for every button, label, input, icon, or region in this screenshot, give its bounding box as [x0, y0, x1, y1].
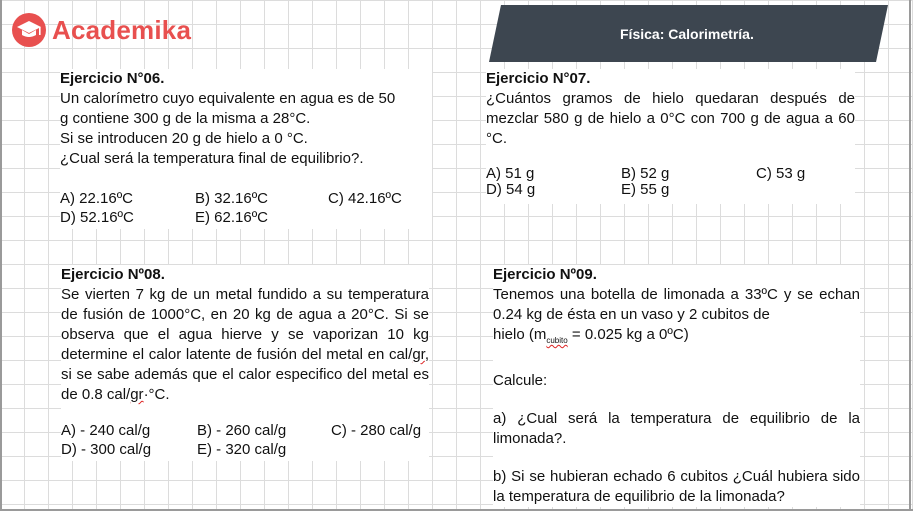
exercise-07 — [486, 69, 855, 204]
exercise-title: Ejercicio N°07. — [486, 70, 591, 87]
option-c: C) 53 g — [756, 165, 806, 182]
exercise-title: Ejercicio Nº08. — [61, 266, 165, 283]
option-a: A) - 240 cal/g — [61, 422, 151, 439]
option-c: C) - 280 cal/g — [331, 422, 422, 439]
exercise-title: Ejercicio Nº09. — [493, 266, 597, 283]
frame-left-border — [0, 0, 2, 511]
option-d: D) - 300 cal/g — [61, 441, 152, 458]
answer-options — [486, 164, 855, 204]
unit-gr: gr — [412, 346, 425, 363]
mass-line — [493, 325, 860, 351]
exercise-06 — [60, 69, 432, 229]
exercise-text: ¿Cuántos gramos de hielo quedaran después de mezclar 580 g de hielo a 0°C con 700 g de agua a 60 °C. — [486, 90, 855, 147]
option-d: D) 52.16ºC — [60, 209, 134, 226]
exercise-line: g contiene 300 g de la misma a 28°C. — [60, 110, 311, 127]
option-a: A) 22.16ºC — [60, 190, 134, 207]
topic-title: Física: Calorimetría. — [620, 26, 754, 42]
option-e: E) - 320 cal/g — [197, 441, 287, 458]
question-a: a) ¿Cual será la temperatura de equilibrio de la limonada?. — [493, 410, 860, 447]
answer-options — [61, 421, 429, 461]
mass-prefix: hielo (m — [493, 326, 547, 343]
exercise-line: Si se introducen 20 g de hielo a 0 °C. — [60, 130, 308, 147]
exercise-line: Un calorímetro cuyo equivalente en agua es de 50 — [60, 90, 396, 107]
text-part: ·°C. — [143, 386, 170, 403]
option-b: B) 52 g — [621, 165, 670, 182]
exercise-title: Ejercicio N°06. — [60, 70, 165, 87]
text-part: , si se sabe además que el calor especifico del metal es de 0.8 cal/ — [61, 346, 429, 403]
option-b: B) - 260 cal/g — [197, 422, 287, 439]
mass-suffix: = 0.025 kg a 0ºC) — [567, 326, 689, 343]
exercise-08 — [61, 265, 429, 461]
mass-subscript: cubito — [546, 336, 568, 345]
exercise-text — [61, 285, 429, 405]
option-b: B) 32.16ºC — [195, 190, 269, 207]
brand-name: Academika — [52, 14, 192, 45]
question-b: b) Si se hubieran echado 6 cubitos ¿Cuál hubiera sido la temperatura de equilibrio de la limonada? — [493, 468, 860, 505]
graduation-cap-icon — [12, 13, 46, 47]
exercise-line: ¿Cual será la temperatura final de equilibrio?. — [60, 150, 364, 167]
option-c: C) 42.16ºC — [328, 190, 402, 207]
option-e: E) 55 g — [621, 181, 670, 198]
exercise-09 — [493, 265, 860, 507]
option-d: D) 54 g — [486, 181, 536, 198]
option-e: E) 62.16ºC — [195, 209, 269, 226]
answer-options — [60, 189, 432, 229]
brand-logo — [12, 12, 191, 48]
frame-right-border — [909, 0, 911, 511]
calc-label: Calcule: — [493, 372, 548, 389]
option-a: A) 51 g — [486, 165, 535, 182]
text-part: Se vierten 7 kg de un metal fundido a su temperatura de fusión de 1000°C, en 20 kg de agua a 20°C. Si se observa que el agua hierve y se vaporizan 10 kg determine el calor latente de fusión del metal en cal/ — [61, 286, 429, 363]
unit-gr: gr — [130, 386, 144, 403]
exercise-text: Tenemos una botella de limonada a 33ºC y se echan 0.24 kg de ésta en un vaso y 2 cubitos de — [493, 286, 860, 323]
